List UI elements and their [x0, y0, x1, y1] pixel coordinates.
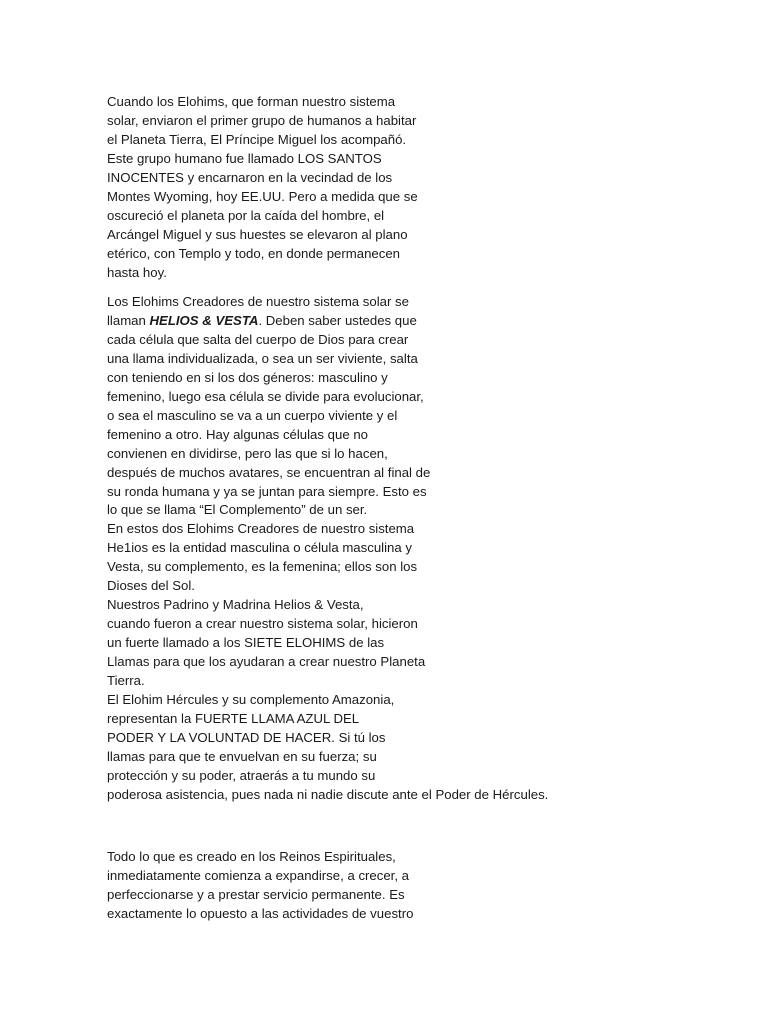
text-line: Arcángel Miguel y sus huestes se elevaron al plano	[107, 226, 408, 242]
text-line: llamas para que te envuelvan en su fuerza; su	[107, 748, 377, 764]
text-line: Llamas para que los ayudaran a crear nuestro Planeta	[107, 654, 426, 670]
text-line: Nuestros Padrino y Madrina Helios & Vesta,	[107, 597, 364, 613]
text-line: convienen en dividirse, pero las que si lo hacen,	[107, 445, 388, 461]
text-line: Dioses del Sol.	[107, 578, 195, 594]
text-line: poderosa asistencia, pues nada ni nadie discute ante el Poder de Hércules.	[107, 786, 549, 802]
text-line: perfeccionarse y a prestar servicio permanente. Es	[107, 886, 405, 902]
text-line: Este grupo humano fue llamado LOS SANTOS	[107, 150, 382, 166]
text-line: cuando fueron a crear nuestro sistema solar, hicieron	[107, 616, 418, 632]
text-line: protección y su poder, atraerás a tu mundo su	[107, 767, 376, 783]
text-line: INOCENTES y encarnaron en la vecindad de los	[107, 169, 393, 185]
text-line: Los Elohims Creadores de nuestro sistema solar se	[107, 294, 409, 309]
text-line: Montes Wyoming, hoy EE.UU. Pero a medida que se	[107, 188, 418, 204]
text-line: Vesta, su complemento, es la femenina; ellos son los	[107, 559, 418, 575]
text-line: hasta hoy.	[107, 264, 167, 280]
paragraph-elohims-intro	[107, 93, 418, 283]
text-line-with-emphasis	[107, 312, 548, 331]
text-line: femenino, luego esa célula se divide para evolucionar,	[107, 388, 424, 404]
emphasis-helios-vesta: HELIOS & VESTA	[149, 312, 259, 328]
text-line: cada célula que salta del cuerpo de Dios para crear	[107, 331, 409, 347]
text-line: Tierra.	[107, 673, 145, 689]
text-line: oscureció el planeta por la caída del hombre, el	[107, 207, 385, 223]
text-line: PODER Y LA VOLUNTAD DE HACER. Si tú los	[107, 729, 386, 745]
text-line: su ronda humana y ya se juntan para siempre. Esto es	[107, 483, 427, 499]
text-line: femenino a otro. Hay algunas células que no	[107, 426, 368, 442]
text-line: después de muchos avatares, se encuentran al final de	[107, 464, 431, 480]
text-run: llaman	[107, 312, 150, 328]
text-line: o sea el masculino se va a un cuerpo viviente y el	[107, 407, 398, 423]
text-line: etérico, con Templo y todo, en donde permanecen	[107, 245, 401, 261]
text-line: representan la FUERTE LLAMA AZUL DEL	[107, 710, 360, 726]
text-line: En estos dos Elohims Creadores de nuestro sistema	[107, 521, 415, 537]
text-line: con teniendo en si los dos géneros: masculino y	[107, 369, 388, 385]
text-line: una llama individualizada, o sea un ser viviente, salta	[107, 350, 418, 366]
text-line: exactamente lo opuesto a las actividades de vuestro	[107, 905, 414, 921]
text-line: solar, enviaron el primer grupo de humanos a habitar	[107, 112, 417, 128]
text-line: inmediatamente comienza a expandirse, a crecer, a	[107, 867, 410, 883]
paragraph-helios-vesta	[107, 293, 548, 805]
paragraph-spiritual-realms	[107, 848, 413, 924]
text-line: el Planeta Tierra, El Príncipe Miguel los acompañó.	[107, 131, 407, 147]
text-line: El Elohim Hércules y su complemento Amazonia,	[107, 692, 395, 708]
text-line: lo que se llama “El Complemento” de un ser.	[107, 502, 368, 518]
text-line: Cuando los Elohims, que forman nuestro sistema	[107, 94, 396, 109]
text-run: . Deben saber ustedes que	[258, 312, 417, 328]
text-line: He1ios es la entidad masculina o célula masculina y	[107, 540, 412, 556]
text-line: Todo lo que es creado en los Reinos Espirituales,	[107, 849, 396, 864]
text-line: un fuerte llamado a los SIETE ELOHIMS de las	[107, 635, 385, 651]
